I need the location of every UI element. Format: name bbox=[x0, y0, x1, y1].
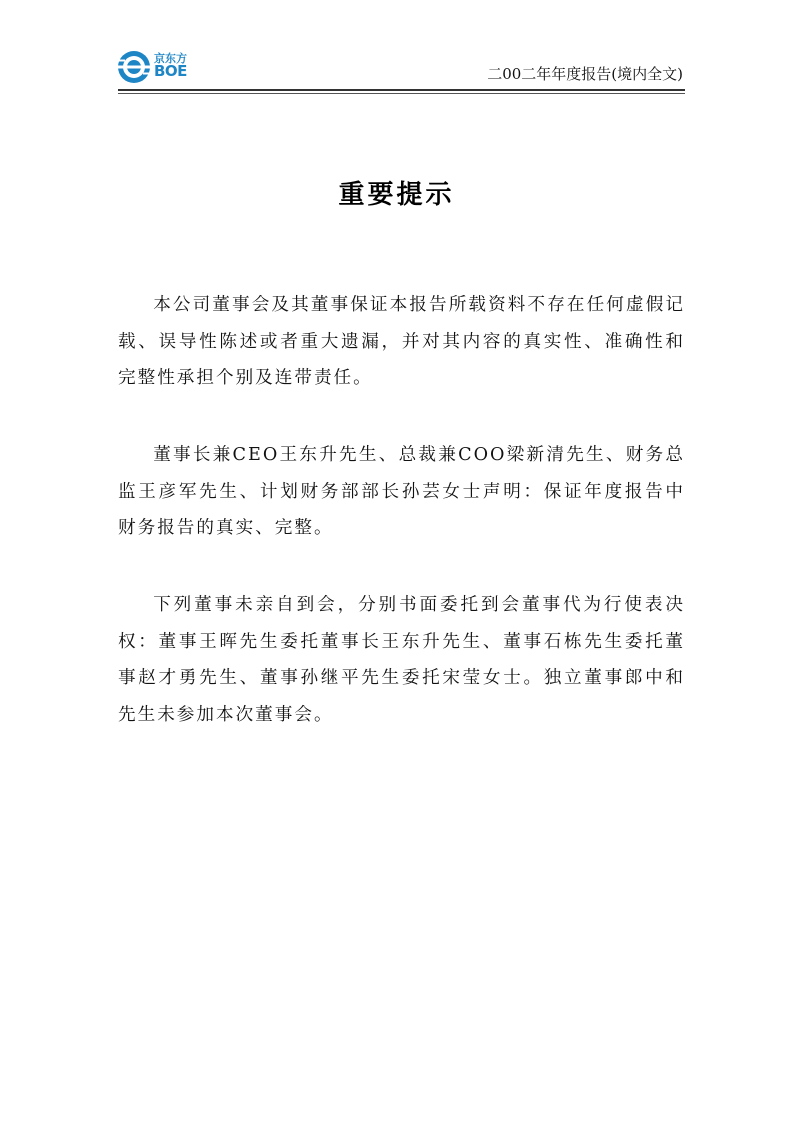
logo-english-name: BOE bbox=[154, 62, 187, 80]
logo-chinese-name: 京东方 bbox=[154, 52, 187, 65]
paragraph-absent-directors: 下列董事未亲自到会，分别书面委托到会董事代为行使表决权：董事王晖先生委托董事长王东升先生、董事石栋先生委托董事赵才勇先生、董事孙继平先生委托宋莹女士。独立董事郎中和先生未参加本次董事会。 bbox=[118, 595, 685, 725]
page-title: 重要提示 bbox=[338, 180, 455, 210]
header-divider bbox=[118, 89, 685, 91]
report-title: 二00二年年度报告(境内全文) bbox=[487, 65, 683, 83]
paragraph-executive-statement: 董事长兼CEO王东升先生、总裁兼COO梁新清先生、财务总监王彦军先生、计划财务部部长孙芸女士声明：保证年度报告中财务报告的真实、完整。 bbox=[118, 445, 685, 538]
header-divider-thin bbox=[118, 93, 685, 94]
boe-logo-mark-icon bbox=[117, 50, 151, 84]
paragraph-board-guarantee: 本公司董事会及其董事保证本报告所载资料不存在任何虚假记载、误导性陈述或者重大遗漏，并对其内容的真实性、准确性和完整性承担个别及连带责任。 bbox=[118, 295, 685, 388]
company-logo bbox=[117, 50, 203, 84]
